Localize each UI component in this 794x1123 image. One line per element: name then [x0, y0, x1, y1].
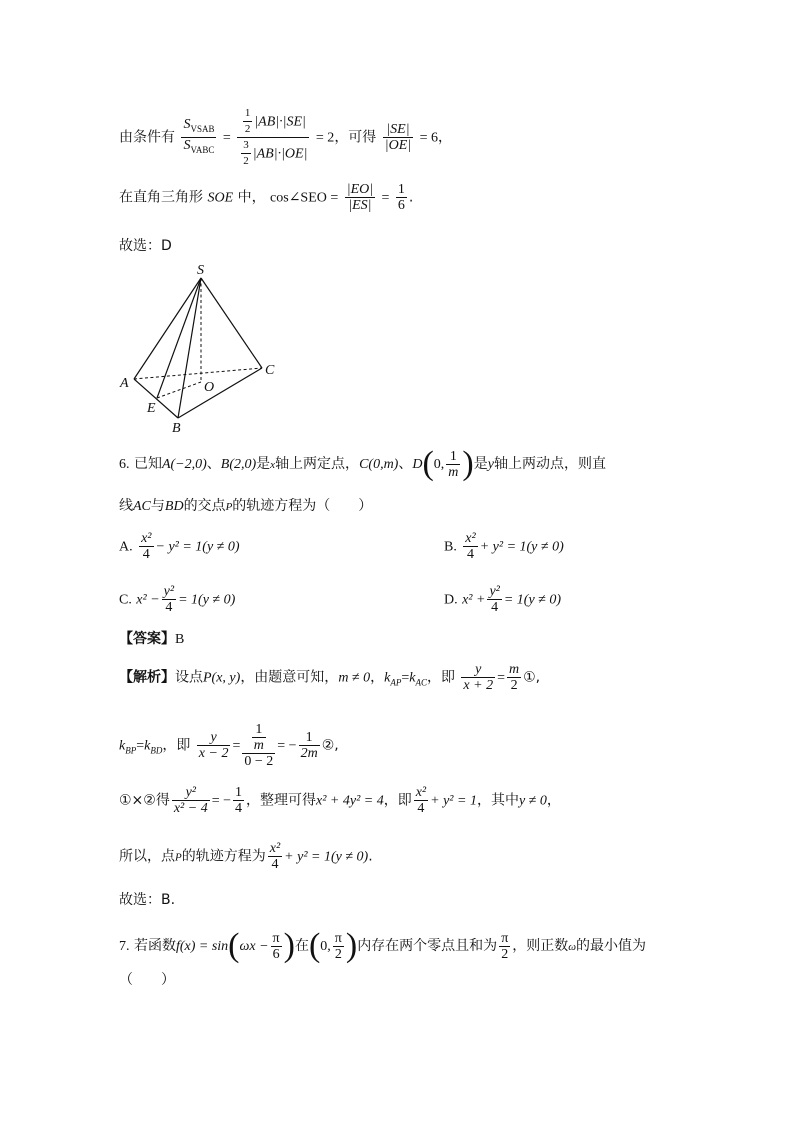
d-zero: 0, — [433, 457, 445, 472]
d-den: m — [448, 464, 459, 480]
rest: + y² = 1(y ≠ 0) — [284, 849, 369, 865]
t3: ， — [370, 669, 385, 686]
sep1: 、 — [206, 456, 221, 472]
coef-d2: 2 — [243, 155, 249, 167]
f3d: 2m — [300, 746, 318, 761]
f2d: 0 − 2 — [244, 754, 274, 769]
d6: 6 — [397, 198, 405, 213]
e2: + y² = 1 — [430, 793, 477, 809]
pin: π — [272, 930, 280, 946]
f1d: x² − 4 — [173, 801, 208, 816]
option-a[interactable] — [119, 531, 240, 562]
answer-bracket: 【答案】 — [119, 631, 175, 647]
eq2: = — [232, 738, 241, 754]
neg-frac — [299, 730, 320, 761]
k-ac: k — [409, 670, 416, 686]
choose-d-line: 故选：D — [119, 238, 172, 254]
omega: ω — [568, 941, 577, 953]
option-d-rest: = 1(y ≠ 0) — [503, 592, 562, 608]
option-c-pre: x² − — [136, 592, 160, 608]
label-c: C — [265, 363, 275, 378]
line-ac: AC — [133, 499, 151, 514]
analysis-bracket: 【解析】 — [119, 669, 175, 686]
analysis-line-1 — [119, 662, 540, 693]
choose-b-line: 故选：B. — [119, 892, 176, 908]
edge-ac-hidden — [134, 368, 262, 379]
point-b: B(2,0) — [220, 457, 257, 472]
b-n: x² — [465, 531, 476, 546]
interval-open: ( — [308, 927, 321, 964]
answer-value: B — [175, 632, 185, 647]
intd: 2 — [334, 946, 342, 962]
inner-n: 1 — [252, 722, 266, 738]
option-d-frac — [487, 584, 501, 615]
eo: |EO| — [346, 182, 374, 197]
eo-es-fraction — [345, 182, 375, 213]
int0: 0, — [320, 939, 331, 954]
option-c-label: C. — [119, 592, 132, 608]
t4: 是 — [473, 456, 488, 472]
e3: y ≠ 0 — [518, 793, 547, 809]
option-c-frac — [162, 584, 176, 615]
area-formula-fraction — [237, 106, 309, 169]
point-p: P — [175, 851, 182, 864]
t3: ，即 — [383, 792, 412, 809]
analysis-line-3 — [119, 785, 561, 816]
s-vsab: S — [183, 117, 191, 133]
mult-frac — [172, 785, 210, 816]
e1: x² + 4y² = 4 — [316, 793, 384, 809]
f1n: y² — [172, 785, 210, 801]
eq: = — [497, 670, 505, 686]
k-ap-sub: AP — [390, 677, 402, 688]
x-var: x — [270, 459, 276, 471]
circle-2: ②, — [321, 737, 339, 754]
bd-frac — [242, 722, 275, 769]
eq3: = − — [277, 738, 297, 754]
point-c: C(0,m) — [359, 457, 399, 472]
bp-frac — [197, 730, 231, 761]
s-vsab-sub: VSAB — [190, 124, 215, 134]
l2-t2: 与 — [150, 498, 165, 514]
s-vabc-sub: VABC — [190, 144, 215, 155]
eq: = — [136, 738, 145, 754]
interval-close: ) — [345, 927, 358, 964]
f3n: 1 — [299, 730, 320, 746]
f2d: 2 — [510, 678, 518, 693]
sum-pi2-frac — [499, 931, 510, 962]
line-bd: BD — [164, 499, 184, 514]
f3n: x² — [415, 785, 427, 800]
text-mid: ，可得 — [334, 129, 377, 146]
one-sixth-fraction — [396, 182, 407, 213]
paren-close: ) — [462, 445, 474, 482]
sep2: 、 — [398, 456, 413, 472]
c-n: y² — [163, 584, 175, 599]
edge-bc — [178, 368, 262, 418]
pyramid-figure — [110, 258, 290, 438]
edge-sa — [134, 278, 201, 379]
a-n: x² — [141, 531, 152, 546]
f2d: 4 — [235, 801, 242, 816]
t5: 轴上两动点，则直 — [493, 456, 606, 472]
option-d[interactable] — [444, 584, 561, 615]
point-p: P — [225, 501, 233, 513]
option-c-rest: = 1(y ≠ 0) — [178, 592, 236, 608]
arg: ωx − — [239, 939, 269, 954]
se: |SE| — [383, 122, 413, 138]
l2-t4: 的轨迹方程为（ ） — [232, 498, 373, 514]
cos-line — [119, 182, 413, 213]
t2: ，由题意可知， — [240, 669, 339, 686]
edge-sc — [201, 278, 262, 368]
intn: π — [334, 930, 342, 946]
edge-se — [157, 278, 201, 398]
t1: 若函数 — [133, 938, 176, 954]
t2: ，整理可得 — [246, 792, 316, 809]
option-a-label: A. — [119, 539, 133, 555]
k-bd: k — [144, 738, 151, 754]
option-b-frac — [463, 531, 477, 562]
point-a: A(−2,0) — [161, 457, 207, 472]
paren-close: ) — [283, 927, 295, 964]
f1d: x − 2 — [198, 746, 229, 761]
t1: ，即 — [162, 737, 191, 754]
t2: 在 — [294, 938, 309, 954]
sd: 2 — [501, 946, 509, 962]
label-e: E — [147, 401, 156, 416]
q7-number: 7. — [119, 939, 130, 954]
pi6-frac — [271, 931, 282, 962]
k-bd-sub: BD — [150, 745, 163, 756]
point-p: P(x, y) — [203, 670, 241, 686]
text-end: ， — [437, 129, 452, 146]
edge-ab — [134, 379, 178, 418]
f2n: m — [509, 662, 520, 677]
f2n: 1 — [235, 785, 242, 800]
a-d: 4 — [142, 547, 150, 562]
ac-frac — [507, 662, 521, 693]
l2-t3: 的交点 — [183, 498, 226, 514]
coef-n2: 3 — [241, 138, 251, 154]
question-7-line-2: （ ） — [119, 972, 175, 988]
x2-frac — [414, 785, 428, 816]
pi2-frac — [333, 931, 344, 962]
t4: ，其中 — [476, 792, 519, 809]
label-o: O — [204, 380, 215, 395]
text-prefix: 由条件有 — [119, 129, 175, 146]
y-var: y — [487, 457, 494, 472]
d-n: y² — [489, 584, 500, 599]
half-coef — [243, 106, 253, 137]
option-b[interactable] — [444, 531, 564, 562]
k-bp: k — [119, 738, 126, 754]
t2: 是 — [256, 456, 271, 472]
sn: π — [501, 930, 509, 946]
c-d: 4 — [165, 600, 173, 615]
t2: 的轨迹方程为 — [181, 848, 266, 865]
q6-number: 6. — [119, 457, 130, 472]
f3d: 4 — [417, 801, 425, 816]
label-a: A — [120, 376, 129, 391]
t3: 轴上两定点， — [275, 456, 360, 472]
m-nonzero: m ≠ 0 — [338, 670, 371, 686]
quarter-frac — [233, 785, 244, 816]
triangle-soe: SOE — [207, 190, 234, 206]
b-d: 4 — [467, 547, 474, 562]
s-vabc: S — [183, 138, 191, 153]
text-end: . — [408, 189, 414, 206]
t5: 的最小值为 — [576, 938, 647, 954]
coef-d: 2 — [244, 123, 251, 135]
answer-line — [119, 630, 184, 649]
t4: ，则正数 — [512, 938, 569, 954]
question-6-line-2 — [119, 497, 372, 516]
t3: 内存在两个零点且和为 — [357, 938, 498, 954]
question-6-line-1 — [119, 447, 606, 481]
option-d-pre: x² + — [462, 592, 486, 608]
sum-frac — [268, 841, 282, 872]
paren-open: ( — [228, 927, 240, 964]
function-f: f(x) = sin — [175, 939, 229, 954]
paren-open: ( — [422, 445, 434, 482]
fn: x² — [269, 841, 281, 856]
end: . — [368, 848, 373, 865]
analysis-line-4 — [119, 841, 373, 872]
eq: = — [381, 190, 390, 206]
analysis-line-2 — [119, 722, 339, 769]
edge-sb — [178, 278, 201, 418]
label-b: B — [172, 421, 181, 436]
f1d: x + 2 — [463, 678, 494, 693]
condition-ratio-line: 由条件有 $\frac{S_{VSAB}}{S_{VABC}}$ = $\frac{1}{2}$ |AB|·|SE| $\frac{3}{2}$ |AB|·|OE| = 2，可得 $\frac{|SE|}{|OE|}$ = 6， — [119, 107, 452, 167]
t5: ， — [546, 792, 561, 809]
t4: ，即 — [426, 669, 455, 686]
option-a-rest: − y² = 1(y ≠ 0) — [155, 539, 240, 555]
coef-n: 1 — [243, 106, 253, 122]
text-mid: 中， — [237, 189, 266, 206]
t1: 所以，点 — [119, 848, 175, 865]
ap-frac — [461, 662, 495, 693]
pid: 6 — [272, 946, 280, 962]
option-a-frac — [139, 531, 153, 562]
den-expr: |AB|·|OE| — [252, 146, 308, 162]
fd: 4 — [271, 857, 279, 872]
t1: ①×②得 — [119, 792, 170, 809]
t1: 已知 — [133, 456, 162, 472]
oe: |OE| — [384, 138, 412, 153]
option-c[interactable] — [119, 584, 235, 615]
n1: 1 — [397, 182, 405, 197]
area-ratio-fraction — [181, 117, 216, 158]
label-s: S — [197, 263, 204, 278]
circle-1: ①, — [523, 669, 541, 686]
eqk: = — [401, 670, 410, 686]
edge-eo-hidden — [157, 382, 201, 398]
text-prefix: 在直角三角形 — [119, 189, 203, 206]
num-expr: |AB|·|SE| — [254, 114, 306, 130]
eq-6: = 6 — [419, 130, 438, 146]
option-b-rest: + y² = 1(y ≠ 0) — [479, 539, 564, 555]
d-fraction — [446, 449, 460, 480]
es: |ES| — [348, 198, 372, 213]
question-7-line-1 — [119, 929, 646, 963]
k-bp-sub: BP — [125, 745, 137, 756]
eq: = − — [211, 793, 231, 809]
inner-frac — [252, 722, 266, 753]
t1: 设点 — [175, 669, 203, 686]
se-oe-fraction — [383, 122, 413, 153]
cos-expr: cos∠SEO = — [270, 190, 339, 206]
d-num: 1 — [446, 449, 460, 465]
f1n: y — [461, 662, 495, 678]
eq-2: = 2 — [315, 130, 335, 146]
k-ap: k — [384, 670, 391, 686]
d-d: 4 — [491, 600, 499, 615]
inner-d: m — [253, 738, 264, 753]
l2-t1: 线 — [119, 498, 133, 514]
option-b-label: B. — [444, 539, 457, 555]
f1n: y — [197, 730, 231, 746]
k-ac-sub: AC — [415, 677, 427, 688]
point-d: D — [412, 457, 423, 472]
threehalf-coef — [241, 138, 251, 169]
option-d-label: D. — [444, 592, 458, 608]
